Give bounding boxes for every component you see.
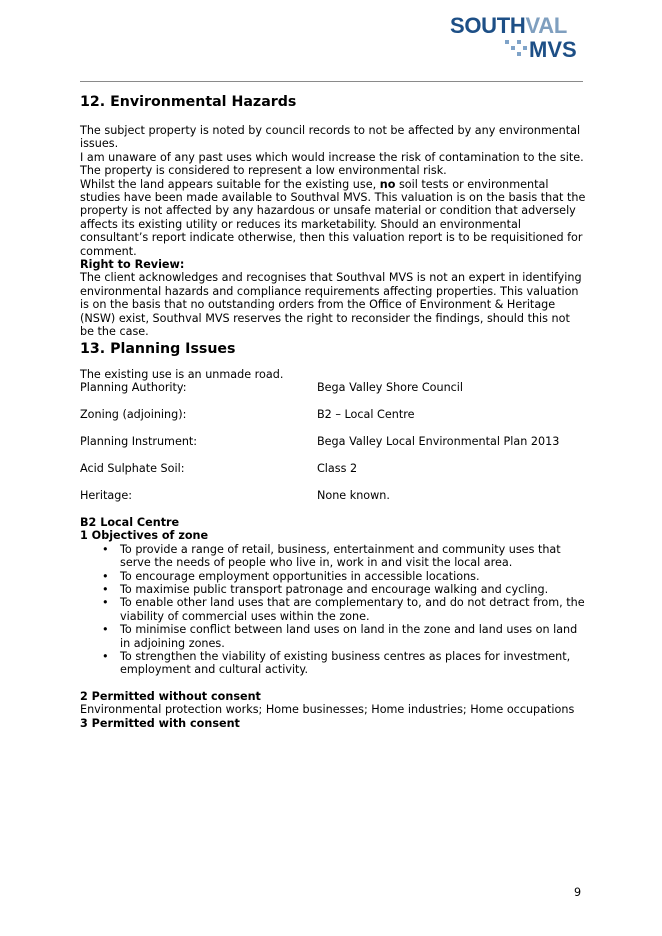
planning-row-key: Heritage:: [80, 488, 132, 502]
planning-row-value: None known.: [317, 488, 390, 502]
permitted-without-consent-heading: 2 Permitted without consent: [80, 689, 261, 703]
bullet-icon: •: [102, 623, 109, 637]
section-12-paragraph-4: Whilst the land appears suitable for the existing use, no soil tests or environmental studies have been made available to Southval MVS. This valuation is on the basis that the property is not affected by any hazardous or unsafe material or condition that adversely affects its existing utility or reduces its marketability. Should an environmental consultant’s report indicate otherwise, then this valuation report is to be requisitioned for comment.: [80, 177, 586, 258]
planning-row-key: Planning Instrument:: [80, 434, 198, 448]
planning-row: [80, 462, 586, 475]
bullet-icon: •: [102, 649, 109, 663]
permitted-without-consent-text: Environmental protection works; Home businesses; Home industries; Home occupations: [80, 703, 575, 717]
list-item: • To enable other land uses that are complementary to, and do not detract from, the viability of commercial uses within the zone.: [102, 596, 585, 623]
logo-text-southval: SOUTHVAL: [450, 13, 567, 38]
section-12-paragraph-3: The property is considered to represent a low environmental risk.: [80, 164, 447, 178]
list-item: • To encourage employment opportunities in accessible locations.: [102, 569, 480, 583]
logo-text-mvs: MVS: [529, 37, 577, 62]
planning-row-value: Class 2: [317, 461, 358, 475]
planning-row-value: B2 – Local Centre: [317, 407, 415, 421]
section-12-title: 12. Environmental Hazards: [80, 94, 297, 110]
section-12-paragraph-5: The client acknowledges and recognises that Southval MVS is not an expert in identifying environmental hazards and compliance requirements affecting properties. This valuation is on the basis that no outstanding orders from the Office of Environment & Heritage (NSW) exist, Southval MVS reserves the right to reconsider the findings, should this not be the case.: [80, 271, 582, 339]
objectives-list: [80, 543, 586, 677]
list-item: • To maximise public transport patronage and encourage walking and cycling.: [102, 582, 549, 596]
planning-row-key: Planning Authority:: [80, 380, 187, 394]
planning-row: [80, 489, 586, 502]
bullet-icon: •: [102, 569, 109, 583]
southval-mvs-logo: [445, 14, 585, 62]
header-divider: [80, 81, 583, 82]
objectives-heading: 1 Objectives of zone: [80, 529, 209, 543]
bullet-icon: •: [102, 596, 109, 610]
planning-row-key: Zoning (adjoining):: [80, 407, 187, 421]
planning-row-value: Bega Valley Shore Council: [317, 380, 464, 394]
section-13-title: 13. Planning Issues: [80, 340, 236, 357]
list-item: • To provide a range of retail, business, entertainment and community uses that serve the needs of people who live in, work in and visit the local area.: [102, 542, 561, 570]
planning-row: [80, 408, 586, 421]
section-12-paragraph-1: The subject property is noted by council records to not be affected by any environmental issues.: [80, 124, 581, 151]
section-13-intro: The existing use is an unmade road.: [80, 367, 284, 381]
section-12-paragraph-2: I am unaware of any past uses which would increase the risk of contamination to the site.: [80, 150, 584, 164]
zone-heading: B2 Local Centre: [80, 515, 180, 529]
planning-row: [80, 381, 586, 394]
bullet-icon: •: [102, 582, 109, 596]
planning-row-value: Bega Valley Local Environmental Plan 2013: [317, 434, 560, 448]
bullet-icon: •: [102, 542, 109, 556]
planning-row: [80, 435, 586, 448]
permitted-with-consent-heading: 3 Permitted with consent: [80, 716, 240, 730]
right-to-review-heading: Right to Review:: [80, 258, 185, 272]
document-body: [80, 92, 586, 730]
planning-row-key: Acid Sulphate Soil:: [80, 461, 185, 475]
list-item: • To strengthen the viability of existing business centres as places for investment, employment and cultural activity.: [102, 649, 571, 677]
list-item: • To minimise conflict between land uses on land in the zone and land uses on land in adjoining zones.: [102, 623, 578, 650]
logo-dots-icon: [505, 38, 529, 60]
page-number: 9: [574, 886, 582, 899]
